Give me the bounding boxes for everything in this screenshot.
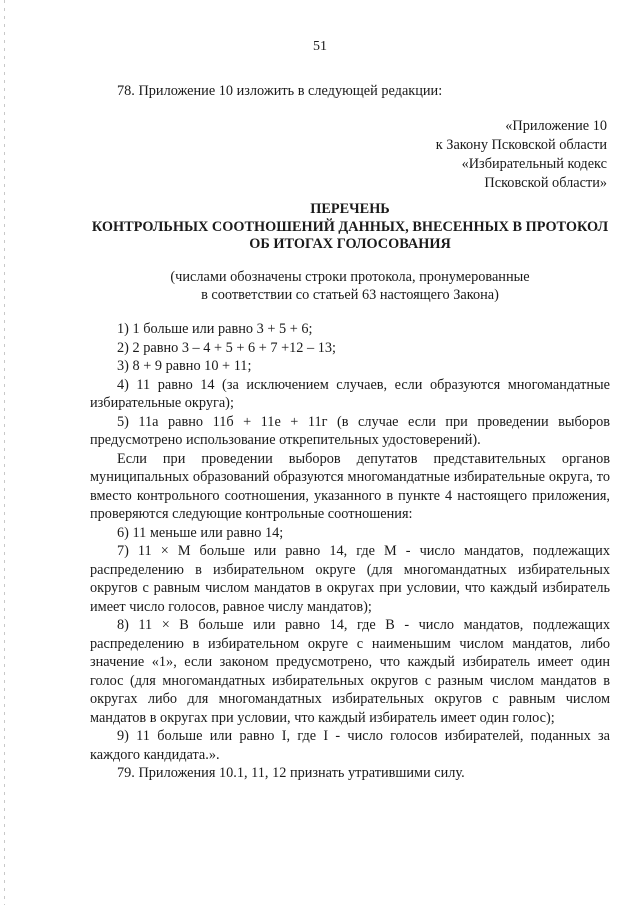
list-item-5: 5) 11а равно 11б + 11е + 11г (в случае если при проведении выборов предусмотрено использование открепительных удостоверений). bbox=[90, 413, 610, 448]
page-number: 51 bbox=[313, 39, 327, 54]
title-line: ПЕРЕЧЕНЬ bbox=[310, 201, 390, 217]
list-item-3: 3) 8 + 9 равно 10 + 11; bbox=[117, 358, 252, 374]
item-78: 78. Приложение 10 изложить в следующей редакции: bbox=[117, 83, 443, 99]
annex-header bbox=[436, 117, 607, 193]
title-line: КОНТРОЛЬНЫХ СООТНОШЕНИЙ ДАННЫХ, ВНЕСЕННЫХ В ПРОТОКОЛ bbox=[91, 218, 609, 235]
control-ratios-list bbox=[90, 320, 610, 783]
municipal-paragraph: Если при проведении выборов депутатов представительных органов муниципальных образований образуются многомандатные избирательные округа, то вместо контрольного соотношения, указанного в пункте 4 настоящего приложения, проверяются следующие контрольные соотношения: bbox=[90, 450, 610, 522]
title-line: ОБ ИТОГАХ ГОЛОСОВАНИЯ bbox=[249, 236, 451, 252]
list-item-4: 4) 11 равно 14 (за исключением случаев, если образуются многомандатные избирательные округа); bbox=[90, 376, 610, 411]
numbering-note bbox=[90, 268, 610, 304]
list-item-2: 2) 2 равно 3 – 4 + 5 + 6 + 7 +12 – 13; bbox=[117, 339, 336, 356]
item-79: 79. Приложения 10.1, 11, 12 признать утратившими силу. bbox=[117, 765, 465, 781]
annex-header-line: к Закону Псковской области bbox=[435, 137, 607, 153]
note-line: (числами обозначены строки протокола, пронумерованные bbox=[170, 269, 530, 285]
list-item-6: 6) 11 меньше или равно 14; bbox=[117, 524, 284, 541]
scan-edge-line bbox=[4, 0, 5, 905]
list-item-8: 8) 11 × В больше или равно 14, где В - число мандатов, подлежащих распределению в избирательном округе с наименьшим числом мандатов, либо значение «1», если законом предусмотрено, что каждый избиратель имеет один голос (для многомандатных избирательных округов с разным числом мандатов в округах либо для многомандатных избирательных округов с равным числом мандатов в округах при условии, что каждый избиратель имеет один голос); bbox=[90, 617, 610, 726]
annex-header-line: «Избирательный кодекс bbox=[461, 156, 607, 172]
list-item-1: 1) 1 больше или равно 3 + 5 + 6; bbox=[117, 321, 313, 337]
list-item-9: 9) 11 больше или равно I, где I - число голосов избирателей, поданных за каждого кандидата.». bbox=[90, 728, 610, 763]
annex-header-line: Псковской области» bbox=[484, 175, 607, 191]
list-item-7: 7) 11 × М больше или равно 14, где М - число мандатов, подлежащих распределению в избирательном округе (для многомандатных избирательных округов с равным числом мандатов в округах при условии, что каждый избиратель имеет число голосов, равное числу мандатов); bbox=[90, 543, 610, 615]
document-title bbox=[90, 201, 610, 254]
annex-header-line: «Приложение 10 bbox=[505, 118, 607, 134]
note-line: в соответствии со статьей 63 настоящего Закона) bbox=[201, 287, 499, 303]
